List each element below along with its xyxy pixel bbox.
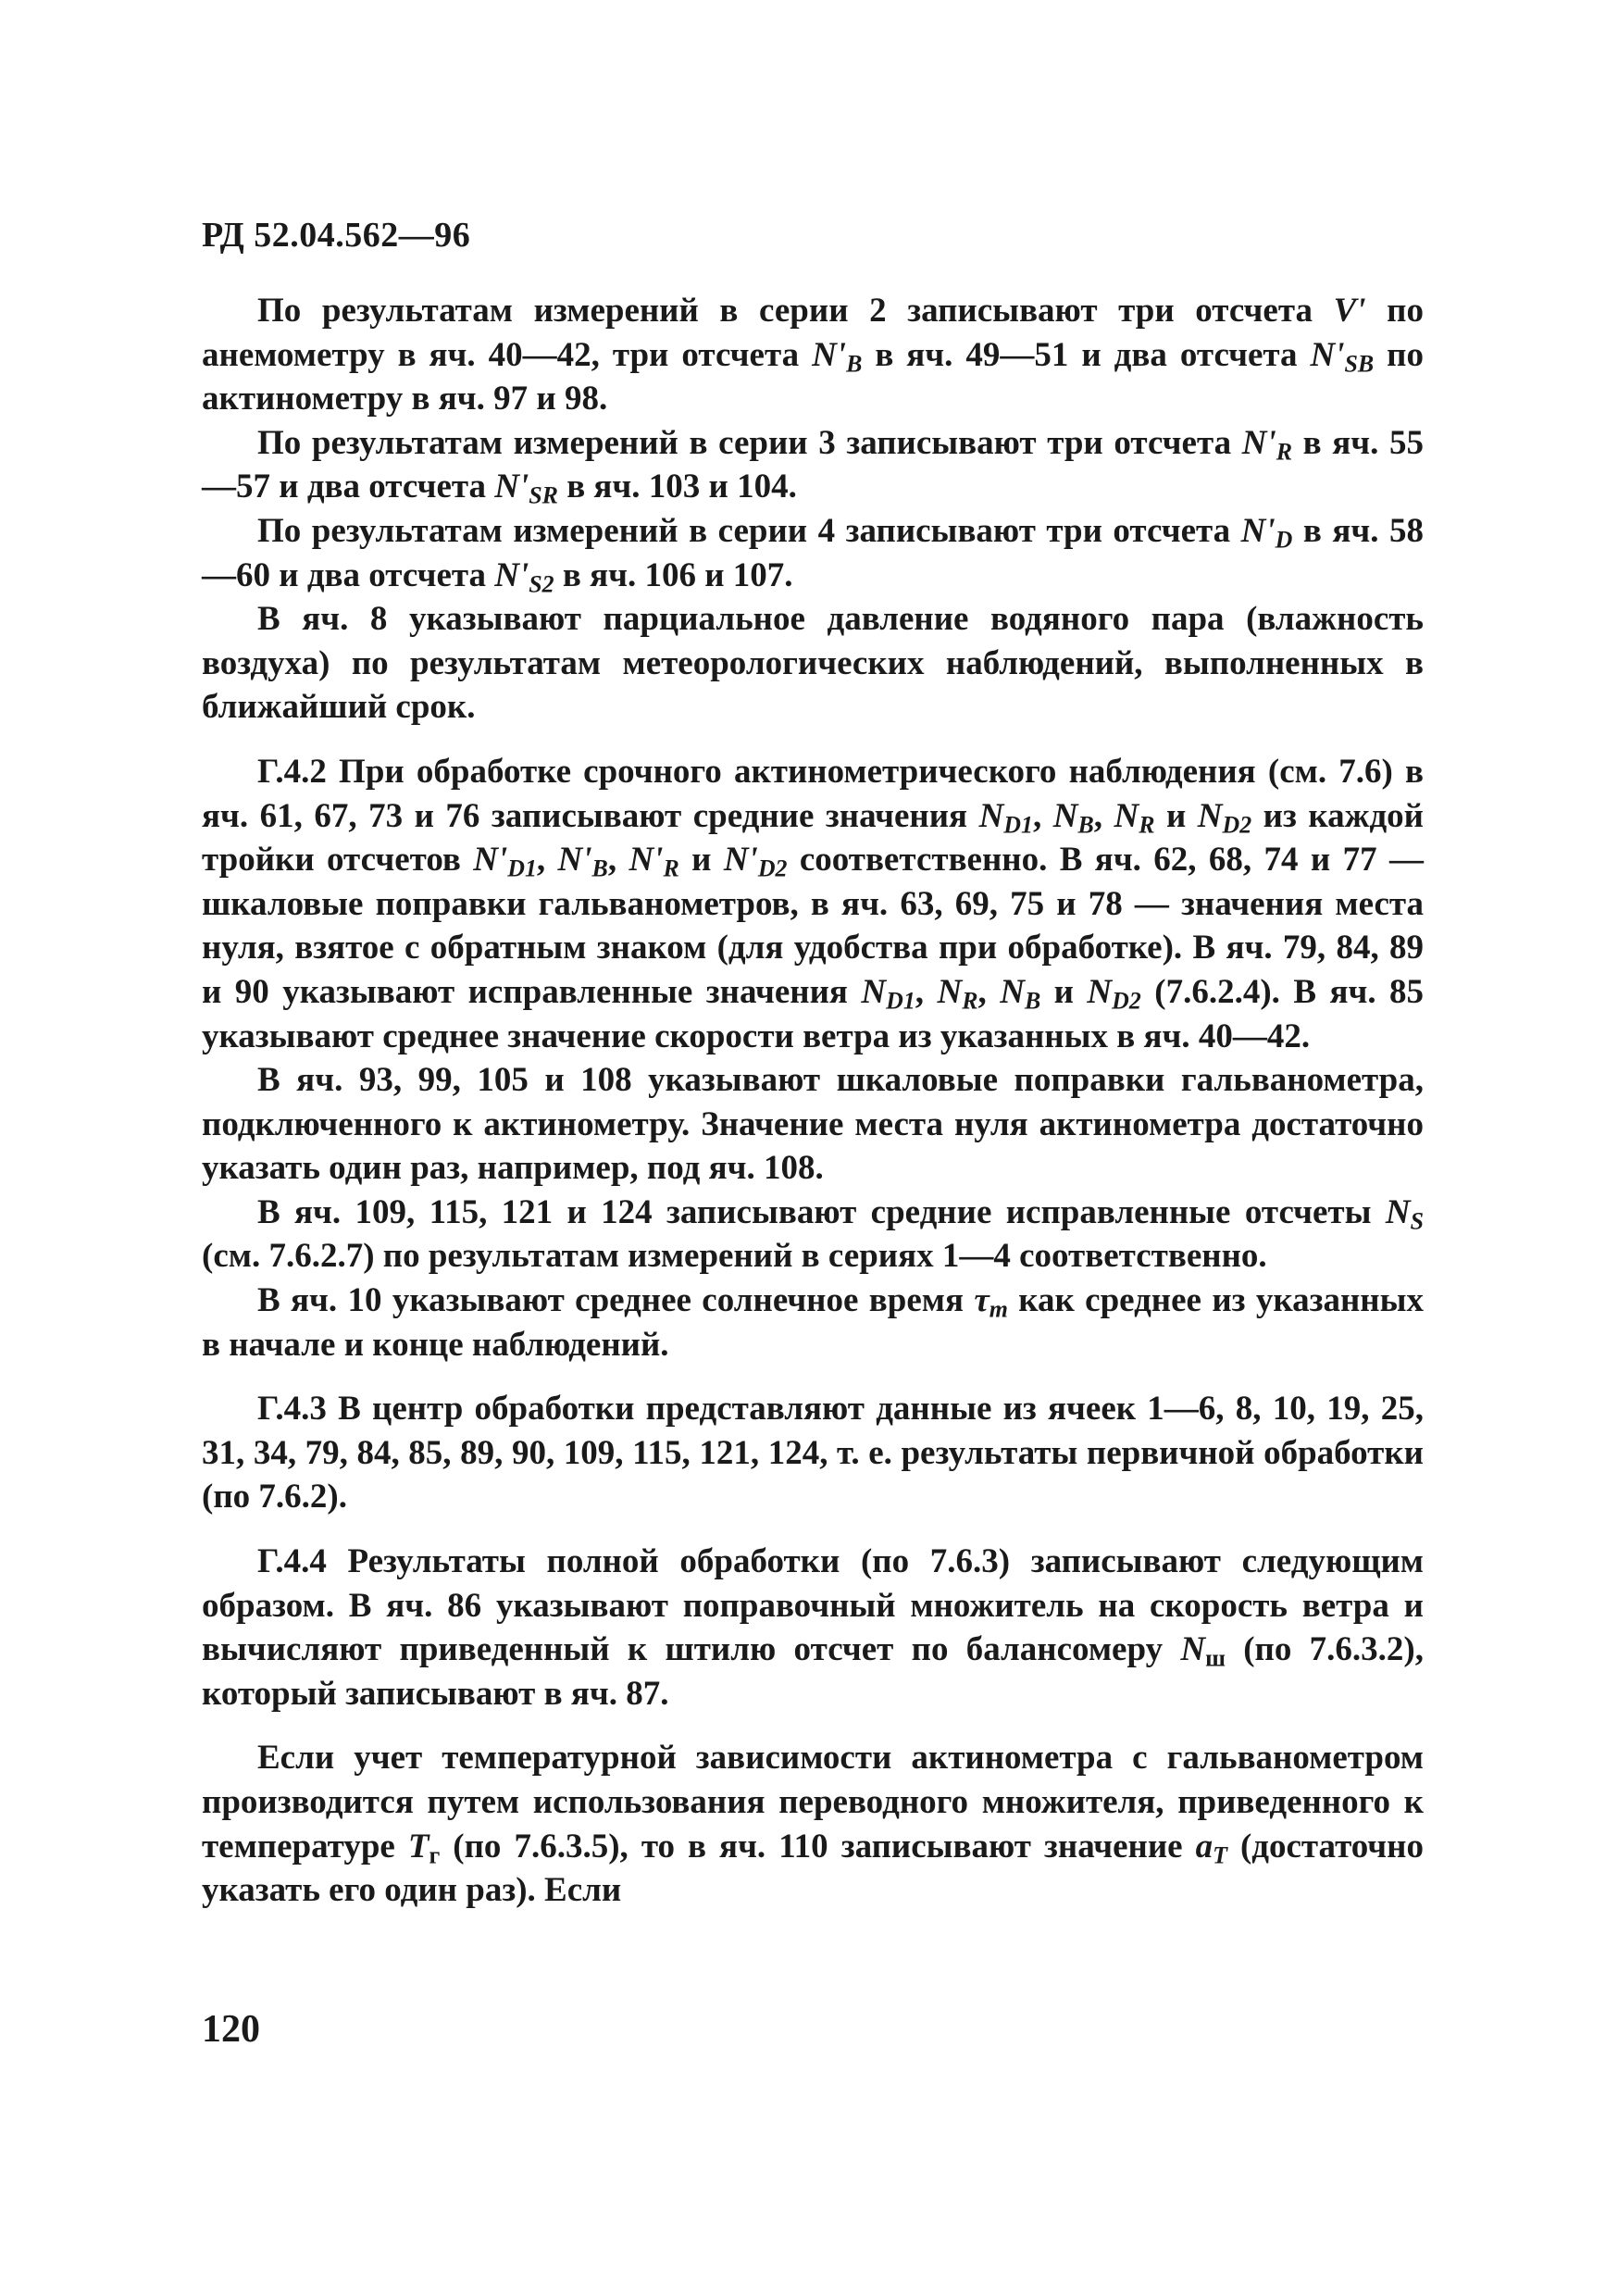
paragraph-temperature: Если учет температурной зависимости актинометра с гальванометром производится путем использования переводного множителя, приведенного к температуре $T_г$ (по 7.6.3.5), то в яч. 110 записывают значение $a_T$ (достаточно указать его один раз). Если [202,1739,1424,1910]
paragraph-series-2: По результатам измерений в серии 2 записывают три отсчета V' по анемометру в яч. 40—42, три отсчета $N'_B$ в яч. 49—51 и два отсчета $N'_{SB}$ по актинометру в яч. 97 и 98. [202,292,1424,418]
paragraph-series-3: По результатам измерений в серии 3 записывают три отсчета $N'_R$ в яч. 55—57 и два отсчета $N'_{SR}$ в яч. 103 и 104. [202,423,1424,509]
paragraph-cell-8: В яч. 8 указывают парциальное давление водяного пара (влажность воздуха) по результатам метеорологических наблюдений, выполненных в ближайший срок. [202,600,1424,727]
paragraph-series-4: По результатам измерений в серии 4 записывают три отсчета $N'_D$ в яч. 58—60 и два отсчета $N'_{S2}$ в яч. 106 и 107. [202,511,1424,598]
paragraph-g-4-3: Г.4.3 В центр обработки представляют данные из ячеек 1—6, 8, 10, 19, 25, 31, 34, 79, 84, 85, 89, 90, 109, 115, 121, 124, т. е. результаты первичной обработки (по 7.6.2). [202,1390,1424,1516]
paragraph-cells-109-124: В яч. 109, 115, 121 и 124 записывают средние исправленные отсчеты $N_S$ (см. 7.6.2.7) по результатам измерений в сериях 1—4 соответственно. [202,1192,1424,1276]
paragraph-cell-10: В яч. 10 указывают среднее солнечное время $\tau_m$ как среднее из указанных в начале и конце наблюдений. [202,1281,1424,1364]
document-header: РД 52.04.562—96 [202,216,471,255]
paragraph-g-4-4: Г.4.4 Результаты полной обработки (по 7.6.3) записывают следующим образом. В яч. 86 указывают поправочный множитель на скорость ветра и вычисляют приведенный к штилю отсчет по балансомеру $N_ш$ (по 7.6.3.2), который записывают в яч. 87. [202,1542,1424,1713]
document-body [202,289,1424,1913]
page-number: 120 [202,2008,260,2051]
paragraph-g-4-2: Г.4.2 При обработке срочного актинометрического наблюдения (см. 7.6) в яч. 61, 67, 73 и 76 записывают средние значения $N_{D1}$, $N_B$, $N_R$ и $N_{D2}$ из каждой тройки отсчетов $N'_{D1}$, $N'_B$, $N'_R$ и $N'_{D2}$ соответственно. В яч. 62, 68, 74 и 77 — шкаловые поправки гальванометров, в яч. 63, 69, 75 и 78 — значения места нуля, взятое с обратным знаком (для удобства при обработке). В яч. 79, 84, 89 и 90 указывают исправленные значения $N_{D1}$, $N_R$, $N_B$ и $N_{D2}$ (7.6.2.4). В яч. 85 указывают среднее значение скорости ветра из указанных в яч. 40—42. [202,752,1425,1055]
paragraph-cells-93-108: В яч. 93, 99, 105 и 108 указывают шкаловые поправки гальванометра, подключенного к актинометру. Значение места нуля актинометра достаточно указать один раз, например, под яч. 108. [202,1061,1424,1188]
